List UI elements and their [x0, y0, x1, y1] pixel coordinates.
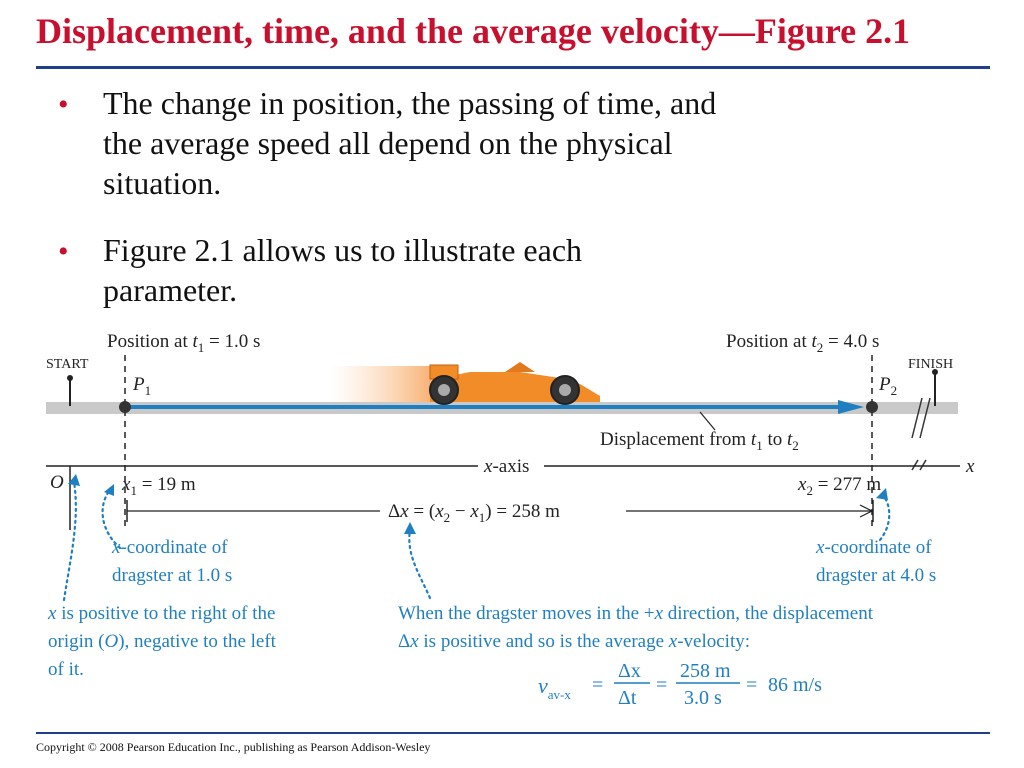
svg-text:Δx: Δx: [618, 660, 641, 682]
copyright-footer: Copyright © 2008 Pearson Education Inc., publishing as Pearson Addison-Wesley: [36, 740, 431, 754]
note-dragster-line-1: When the dragster moves in the +x direction, the displacement: [398, 603, 874, 624]
x2-value: $x_2 = 277$ m: [798, 474, 882, 498]
bullet-1-line-3: situation.: [103, 165, 222, 201]
title-rule: [36, 66, 990, 69]
point-p1: [119, 401, 131, 413]
displacement-label: Displacement from $t_1$ to $t_2$: [600, 429, 799, 453]
motion-trail: [330, 366, 435, 402]
svg-text:=: =: [746, 674, 758, 696]
finish-post: [932, 369, 938, 406]
note-x2-line-2: dragster at 4.0 s: [816, 565, 937, 586]
note-x2-line-1: x-coordinate of: [816, 537, 932, 558]
point-p2: [866, 401, 878, 413]
note-x1-line-2: dragster at 1.0 s: [112, 565, 233, 586]
origin-label: O: [50, 472, 64, 493]
bullet-mark-1: •: [58, 88, 69, 121]
svg-text:258 m: 258 m: [680, 660, 731, 682]
position-label-t1: Position at $t_1 = 1.0$ s: [107, 331, 261, 355]
dragster-figure: [0, 320, 1024, 720]
x-axis-end-label: x: [966, 456, 975, 477]
bullet-text-1: [103, 83, 716, 203]
footer-rule: [36, 732, 990, 734]
svg-text:86 m/s: 86 m/s: [768, 674, 822, 696]
leader-delta-head: [404, 522, 416, 534]
bullet-mark-2: •: [58, 235, 69, 268]
displacement-leader: [700, 412, 715, 430]
bullet-text-2: [103, 230, 582, 310]
svg-text:=: =: [592, 674, 604, 696]
bullet-1-line-1: The change in position, the passing of time, and: [103, 85, 717, 121]
svg-text:vav-x: $v_{av-x}$: [538, 673, 571, 702]
start-label: START: [46, 357, 89, 372]
slide-title: Displacement, time, and the average velocity—Figure 2.1: [36, 11, 911, 51]
note-origin-line-1: x is positive to the right of the: [48, 603, 276, 624]
svg-text:3.0 s: 3.0 s: [684, 687, 722, 709]
leader-delta: [409, 530, 430, 598]
label-p1: $P_1$: [133, 374, 152, 398]
position-label-t2: Position at $t_2 = 4.0$ s: [726, 331, 880, 355]
average-velocity-equation: [538, 660, 822, 709]
label-p2: $P_2$: [879, 374, 898, 398]
leader-x1-head: [104, 484, 114, 496]
note-x1-line-1: x-coordinate of: [112, 537, 228, 558]
bullet-2-line-1: Figure 2.1 allows us to illustrate each: [103, 232, 583, 268]
finish-label: FINISH: [908, 357, 954, 372]
delta-x-equation: $\Delta x = (x_2 - x_1) = 258$ m: [388, 501, 560, 525]
dragster-car: [430, 362, 600, 404]
start-post: [67, 375, 73, 406]
svg-text:=: =: [656, 674, 668, 696]
leader-x2: [880, 494, 889, 540]
note-dragster-line-2: Δx is positive and so is the average x-velocity:: [398, 631, 751, 652]
svg-text:Δt: Δt: [618, 687, 637, 709]
x-axis-label: x-axis: [484, 456, 530, 477]
note-origin-line-2: origin (O), negative to the left: [48, 631, 276, 652]
bullet-2-line-2: parameter.: [103, 272, 238, 308]
note-origin-line-3: of it.: [48, 659, 84, 680]
bullet-1-line-2: the average speed all depend on the physical: [103, 125, 673, 161]
x1-value: $x_1 = 19$ m: [122, 474, 196, 498]
